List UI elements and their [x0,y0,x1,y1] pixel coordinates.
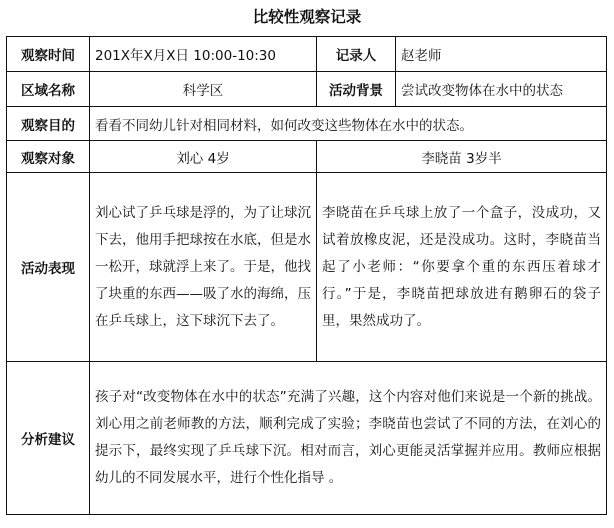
row-analysis [7,362,607,515]
text-performance-liuxin: 刘心试了乒乓球是浮的，为了让球沉下去，他用手把球按在水底，但是水一松开，球就浮上来了。于是，他找了块重的东西——吸了水的海绵，压在乒乓球上，这下球沉下去了。 [90,173,317,362]
label-area-name: 区域名称 [7,72,90,107]
observation-table [6,36,607,515]
text-performance-lixiaomiao: 李晓苗在乒乓球上放了一个盒子，没成功，又试着放橡皮泥，还是没成功。这时，李晓苗当起了小老师：“你要拿个重的东西压着球才行。”于是，李晓苗把球放进有鹅卵石的袋子里，果然成功了。 [317,173,607,362]
value-area-name: 科学区 [90,72,317,107]
value-observation-time: 201X年X月X日 10:00-10:30 [90,37,317,72]
label-observation-time: 观察时间 [7,37,90,72]
value-recorder: 赵老师 [396,37,607,72]
row-performance [7,173,607,362]
label-activity-performance: 活动表现 [7,173,90,362]
value-subject-lixiaomiao: 李晓苗 3岁半 [317,141,607,173]
text-analysis-suggestions: 孩子对“改变物体在水中的状态”充满了兴趣，这个内容对他们来说是一个新的挑战。刘心用之前老师教的方法，顺利完成了实验；李晓苗也尝试了不同的方法，在刘心的提示下，最终实现了乒乓球下沉。相对而言，刘心更能灵活掌握并应用。教师应根据幼儿的不同发展水平，进行个性化指导 。 [90,362,607,515]
value-activity-background: 尝试改变物体在水中的状态 [396,72,607,107]
row-area [7,72,607,107]
label-activity-background: 活动背景 [317,72,396,107]
label-analysis-suggestions: 分析建议 [7,362,90,515]
label-observation-subjects: 观察对象 [7,141,90,173]
label-recorder: 记录人 [317,37,396,72]
value-subject-liuxin: 刘心 4岁 [90,141,317,173]
document-title: 比较性观察记录 [252,8,362,26]
label-observation-purpose: 观察目的 [7,107,90,141]
row-time [7,37,607,72]
value-observation-purpose: 看看不同幼儿针对相同材料，如何改变这些物体在水中的状态。 [90,107,607,141]
row-purpose [7,107,607,141]
row-subjects [7,141,607,173]
